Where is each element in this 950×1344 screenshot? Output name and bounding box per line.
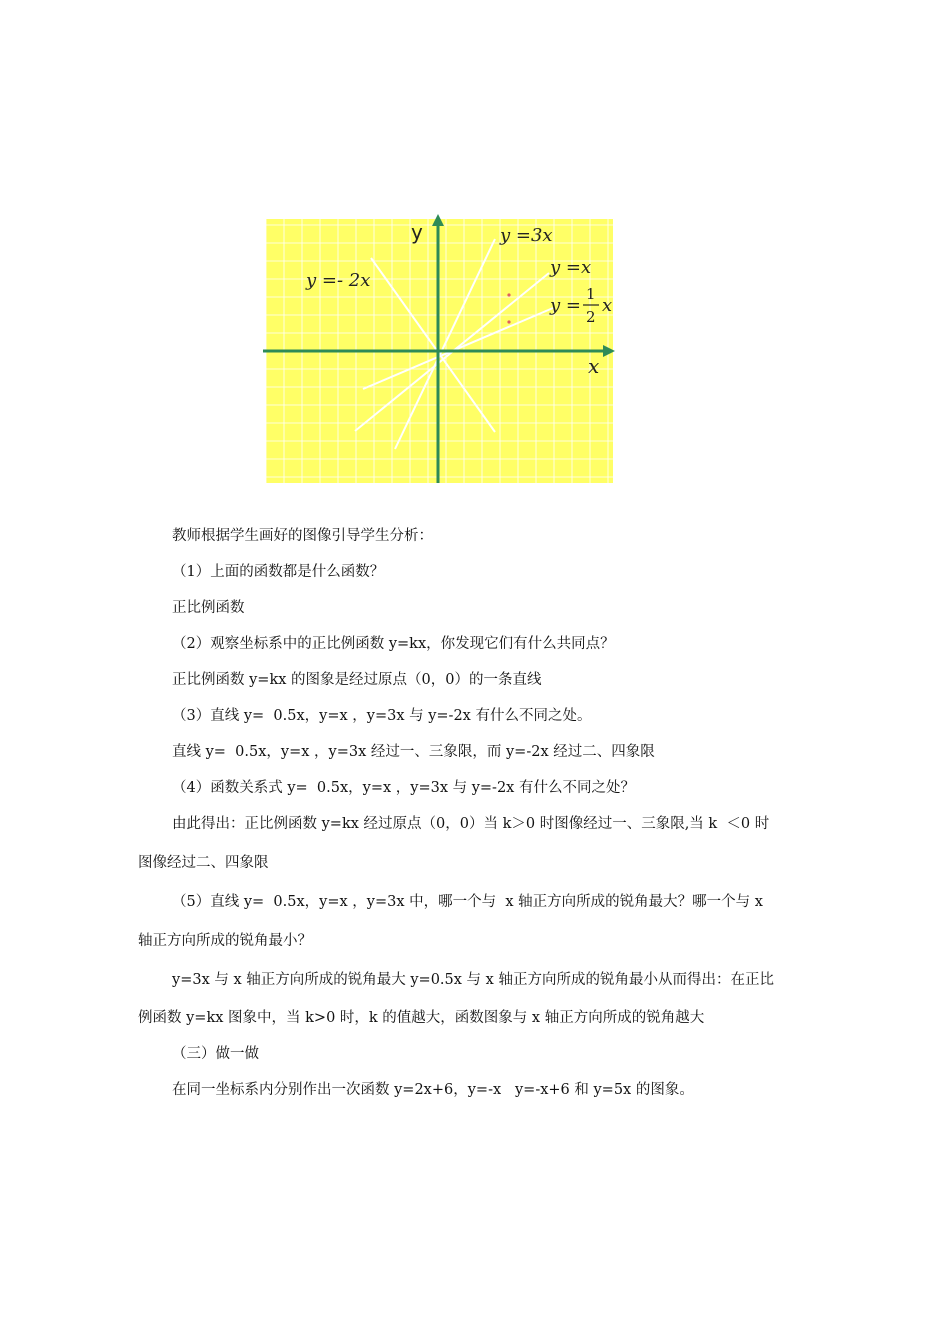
coordinate-figure <box>263 213 615 485</box>
point-mark <box>507 320 510 323</box>
label-y-half-x-den: 2 <box>586 308 596 326</box>
point-mark <box>507 293 510 296</box>
label-y-neg2x: y =- 2x <box>306 270 371 291</box>
conclusion-line-2: 图像经过二、四象限 <box>138 855 269 871</box>
question-2: （2）观察坐标系中的正比例函数 y=kx，你发现它们有什么共同点？ <box>172 636 615 652</box>
question-3: （3）直线 y= 0.5x，y=x ，y=3x 与 y=-2x 有什么不同之处。 <box>172 708 592 724</box>
exercise-text: 在同一坐标系内分别作出一次函数 y=2x+6，y=-x y=-x+6 和 y=5x 的图象。 <box>172 1082 694 1098</box>
answer-3: 直线 y= 0.5x，y=x ，y=3x 经过一、三象限，而 y=-2x 经过二、四象限 <box>172 744 655 760</box>
label-y-x: y =x <box>550 257 592 278</box>
x-axis-label: x <box>588 354 600 378</box>
answer-1: 正比例函数 <box>172 600 245 616</box>
answer-5-line-1: y=3x 与 x 轴正方向所成的锐角最大 y=0.5x 与 x 轴正方向所成的锐角最小从而得出：在正比 <box>172 972 774 988</box>
question-1: （1）上面的函数都是什么函数？ <box>172 564 385 580</box>
label-y-half-x-var: x <box>602 295 613 316</box>
label-y-3x: y =3x <box>500 225 553 246</box>
question-4: （4）函数关系式 y= 0.5x，y=x ，y=3x 与 y=-2x 有什么不同之处？ <box>172 780 635 796</box>
answer-5-line-2: 例函数 y=kx 图象中，当 k>0 时，k 的值越大，函数图象与 x 轴正方向所成的锐角越大 <box>138 1010 705 1026</box>
question-5-line-1: （5）直线 y= 0.5x，y=x ，y=3x 中，哪一个与 x 轴正方向所成的锐角最大？哪一个与 x <box>172 894 763 910</box>
label-y-half-x-num: 1 <box>586 285 596 303</box>
answer-2: 正比例函数 y=kx 的图象是经过原点（0，0）的一条直线 <box>172 672 542 688</box>
y-axis-label: y <box>411 220 423 244</box>
question-5-line-2: 轴正方向所成的锐角最小？ <box>138 933 312 949</box>
section-heading: （三）做一做 <box>172 1046 259 1062</box>
label-y-half-x-prefix: y = <box>550 295 581 316</box>
conclusion-line-1: 由此得出：正比例函数 y=kx 经过原点（0，0）当 k＞0 时图像经过一、三象限,当 k ＜0 时 <box>172 816 770 832</box>
paragraph-intro: 教师根据学生画好的图像引导学生分析： <box>172 528 433 544</box>
